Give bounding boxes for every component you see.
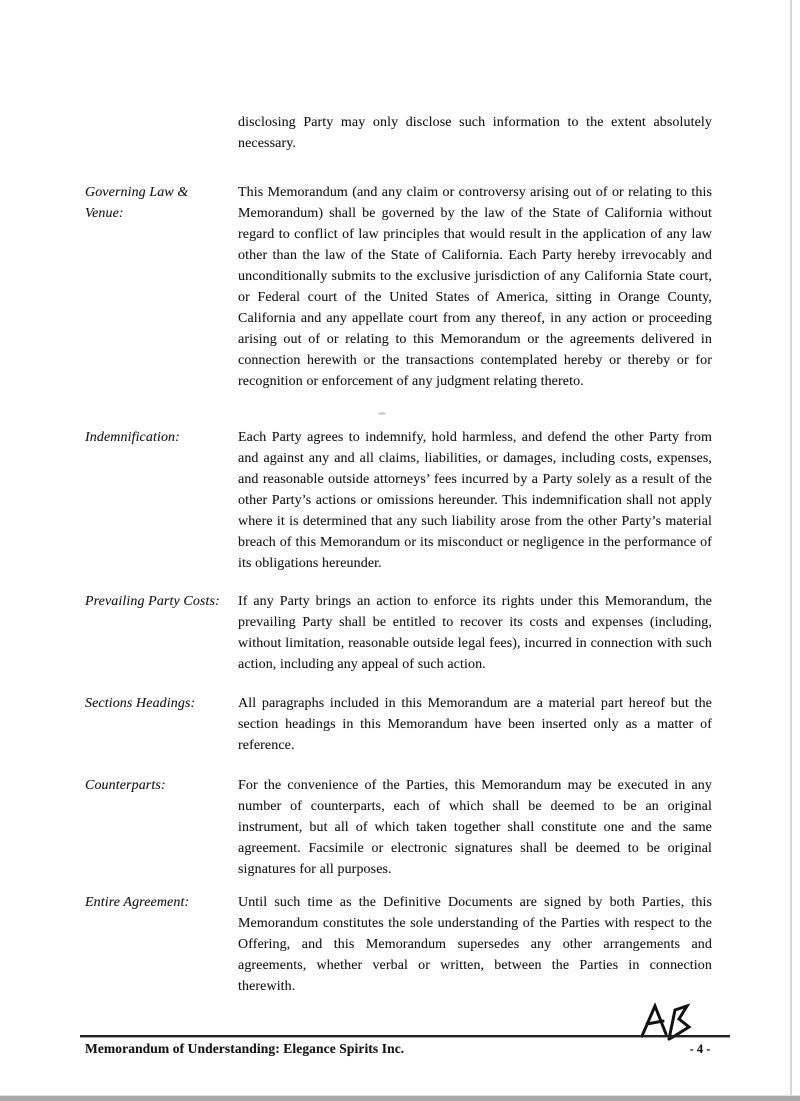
section-label: Counterparts:: [85, 778, 166, 793]
footer-document-title: Memorandum of Understanding: Elegance Spirits Inc.: [85, 1041, 405, 1056]
section-body: If any Party brings an action to enforce its rights under this Memorandum, the prevailing Party shall be entitled to recover its costs and expenses (including, without limitation, reasonable outside legal fees), incurred in connection with such action, including any appeal of such action.: [238, 594, 712, 672]
section-label: Indemnification:: [85, 430, 180, 445]
handwritten-initials-ab: [636, 1000, 702, 1044]
paragraph-continuation: disclosing Party may only disclose such information to the extent absolutely necessary.: [238, 115, 712, 151]
footer-page-number: - 4 -: [689, 1042, 711, 1056]
section-body: For the convenience of the Parties, this Memorandum may be executed in any number of counterparts, each of which shall be deemed to be an original instrument, but all of which taken together shall constitute one and the same agreement. Facsimile or electronic signatures shall be deemed to be original signatures for all purposes.: [238, 778, 712, 877]
section-label: Sections Headings:: [85, 696, 196, 711]
section-label: Governing Law & Venue:: [85, 185, 189, 221]
section-body: All paragraphs included in this Memorandum are a material part hereof but the section headings in this Memorandum have been inserted only as a matter of reference.: [238, 696, 712, 753]
section-prevailing-party-costs: [85, 591, 712, 675]
section-label: Prevailing Party Costs:: [85, 594, 220, 609]
scan-edge-right: [790, 0, 792, 1100]
section-governing-law-venue: [85, 182, 712, 392]
section-body: Each Party agrees to indemnify, hold harmless, and defend the other Party from and against any and all claims, liabilities, or damages, including costs, expenses, and reasonable outside attorneys’ fees incurred by a Party solely as a result of the other Party’s actions or omissions hereunder. This indemnification shall not apply where it is determined that any such liability arose from the other Party’s material breach of this Memorandum or its misconduct or negligence in the performance of its obligations hereunder.: [238, 430, 712, 571]
section-entire-agreement: [85, 892, 712, 997]
section-indemnification: [85, 427, 712, 574]
section-sections-headings: [85, 693, 712, 756]
footer-rule: [80, 1035, 730, 1037]
section-body: This Memorandum (and any claim or controversy arising out of or relating to this Memorandum) shall be governed by the law of the State of California without regard to conflict of law principles that would result in the application of any law other than the law of the State of California. Each Party hereby irrevocably and unconditionally submits to the exclusive jurisdiction of any California State court, or Federal court of the United States of America, sitting in Orange County, California and any appellate court from any thereof, in any action or proceeding arising out of or relating to this Memorandum or the agreements delivered in connection herewith or the transactions contemplated hereby or thereby or for recognition or enforcement of any judgment relating thereto.: [238, 185, 712, 389]
scan-artifact-speck: [378, 412, 386, 415]
scan-edge-bottom: [0, 1095, 800, 1101]
section-counterparts: [85, 775, 712, 880]
section-label: Entire Agreement:: [85, 895, 190, 910]
section-body: Until such time as the Definitive Documents are signed by both Parties, this Memorandum constitutes the sole understanding of the Parties with respect to the Offering, and this Memorandum supersedes any other arrangements and agreements, whether verbal or written, between the Parties in connection therewith.: [238, 895, 712, 994]
